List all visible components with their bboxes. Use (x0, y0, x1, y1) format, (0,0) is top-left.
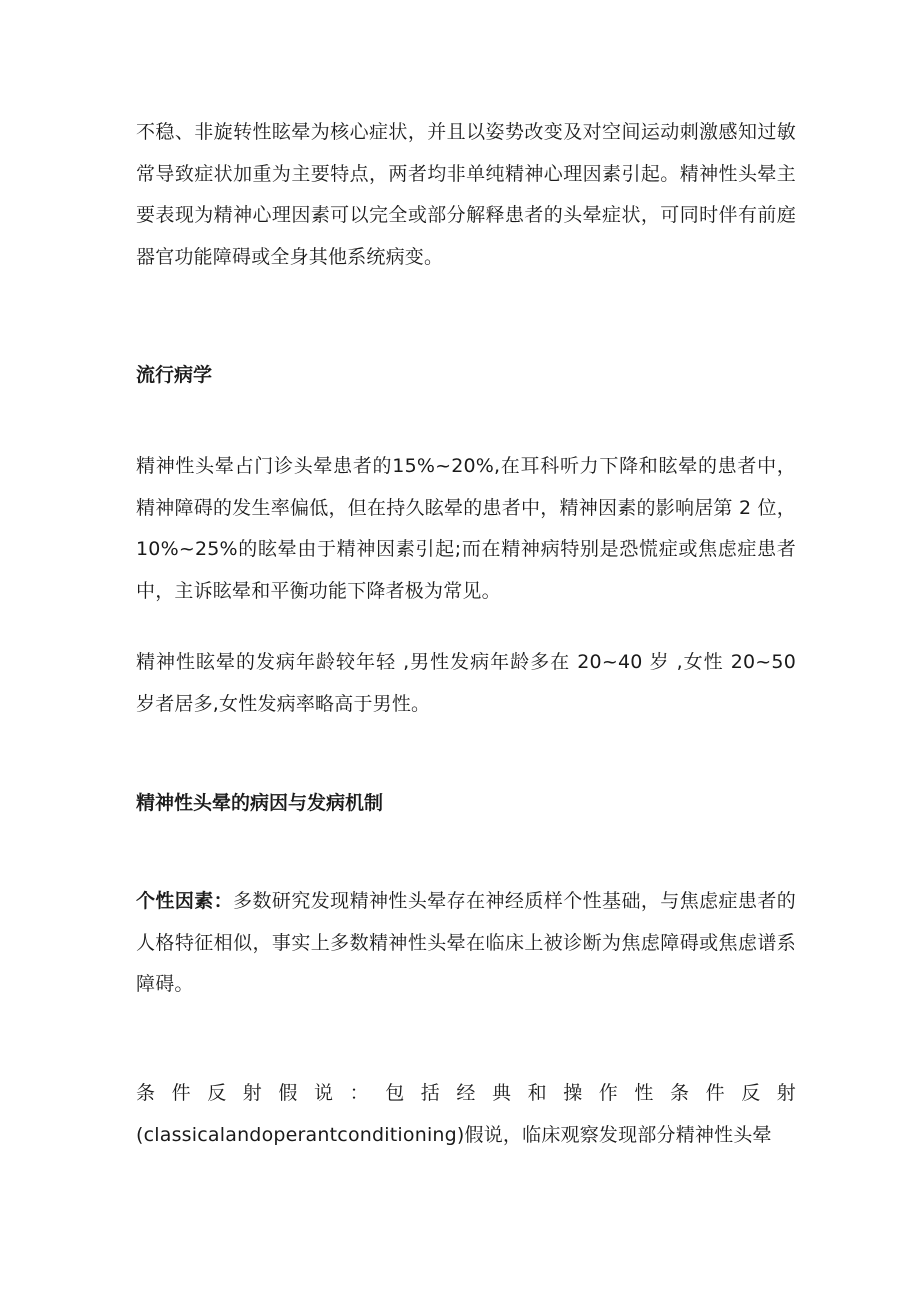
paragraph-conditioning-hypothesis: 条件反射假说：包括经典和操作性条件反射(classicalandoperantconditioning)假说，临床观察发现部分精神性头晕 (136, 1082, 796, 1146)
paragraph-symptoms: 不稳、非旋转性眩晕为核心症状，并且以姿势改变及对空间运动刺激感知过敏常导致症状加重为主要特点，两者均非单纯精神心理因素引起。精神性头晕主要表现为精神心理因素可以完全或部分解释患者的头晕症状，可同时伴有前庭器官功能障碍或全身其他系统病变。 (136, 121, 796, 268)
paragraph-personality-factor (136, 881, 796, 1006)
personality-factor-text: 多数研究发现精神性头晕存在神经质样个性基础，与焦虑症患者的人格特征相似，事实上多数精神性头晕在临床上被诊断为焦虑障碍或焦虑谱系障碍。 (136, 890, 796, 995)
paragraph-epidemiology: 精神性头晕占门诊头晕患者的15%~20%,在耳科听力下降和眩晕的患者中，精神障碍的发生率偏低，但在持久眩晕的患者中，精神因素的影响居第 2 位，10%~25%的眩晕由于精神因素引起;而在精神病特别是恐慌症或焦虑症患者中，主诉眩晕和平衡功能下降者极为常见。 (136, 455, 796, 602)
paragraph-age-distribution: 精神性眩晕的发病年龄较年轻 ,男性发病年龄多在 20~40 岁 ,女性 20~50 岁者居多,女性发病率略高于男性。 (136, 651, 796, 715)
personality-factor-label: 个性因素： (136, 890, 234, 912)
heading-etiology: 精神性头晕的病因与发病机制 (136, 792, 384, 814)
heading-epidemiology: 流行病学 (136, 364, 213, 386)
